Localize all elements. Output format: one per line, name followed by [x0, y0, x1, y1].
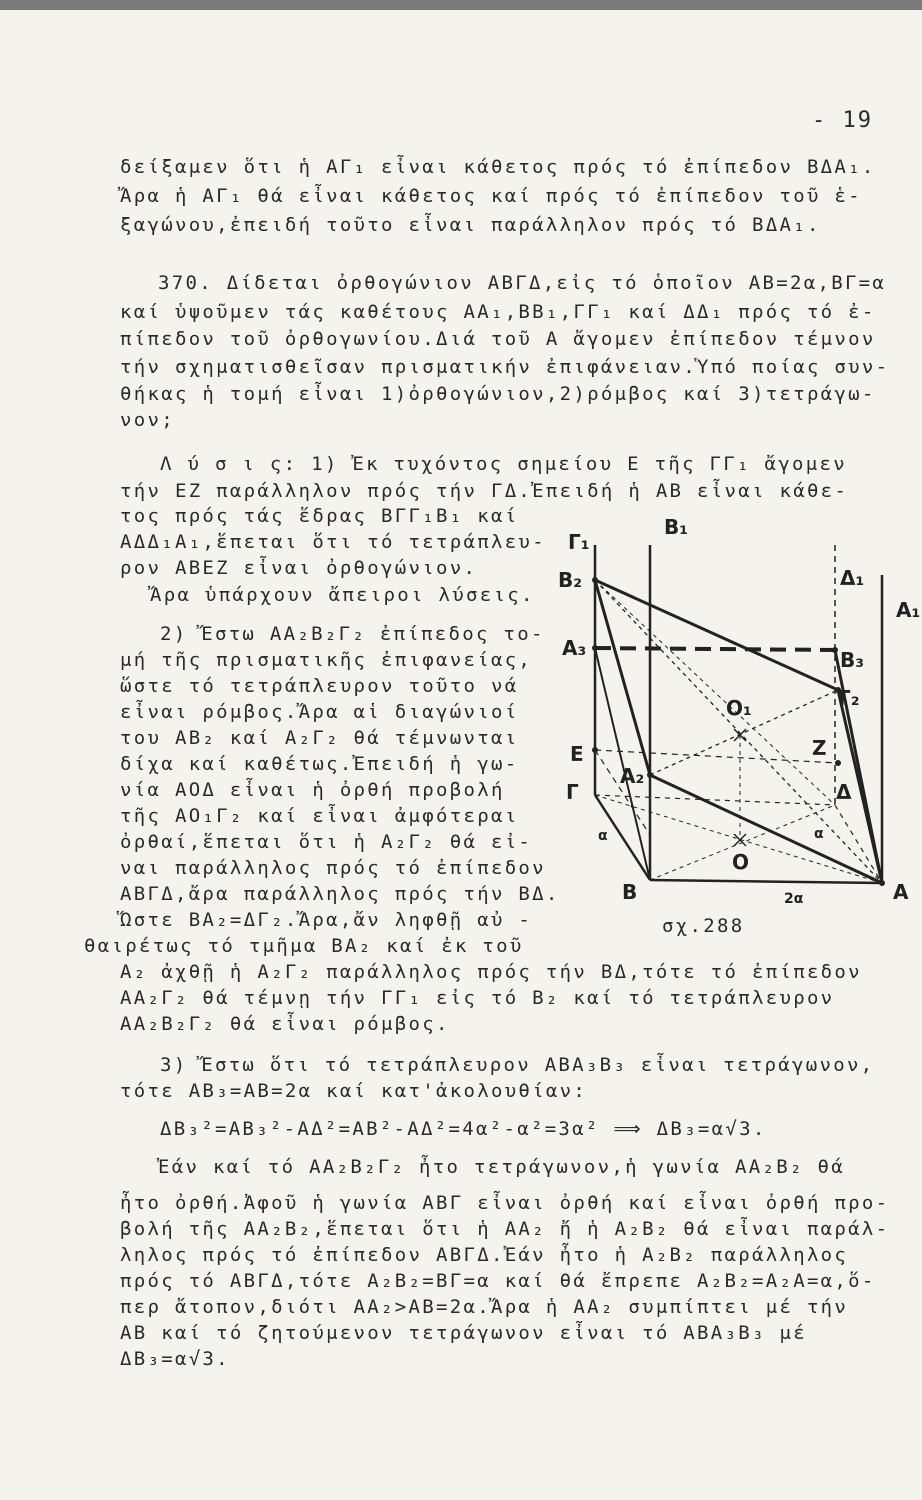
- label-alpha-left: α: [598, 828, 608, 844]
- text-line: ΑΒ καί τό ζητούμενον τετράγωνον εἶναι τό ΑΒΑ₃Β₃ μέ: [120, 1322, 807, 1344]
- point-a2: [647, 772, 653, 778]
- text-line: ρον ΑΒΕΖ εἶναι ὀρθογώνιον.: [120, 557, 478, 579]
- page-number: - 19: [812, 108, 873, 133]
- text-line: πίπεδον τοῦ ὀρθογωνίου.Διά τοῦ Α ἄγομεν ἐπίπεδον τέμνον: [120, 328, 876, 350]
- text-line: τήν ΕΖ παράλληλον πρός τήν ΓΔ.Ἐπειδή ἡ ΑΒ εἶναι κάθε-: [120, 480, 849, 502]
- edge-a3-b3: [595, 648, 835, 650]
- text-line: τότε ΑΒ₃=ΑΒ=2α καί κατ'ἀκολουθίαν:: [120, 1080, 588, 1102]
- text-line: 3) Ἔστω ὅτι τό τετράπλευρον ΑΒΑ₃Β₃ εἶναι τετράγωνον,: [160, 1054, 875, 1076]
- text-line: βολή τῆς ΑΑ₂Β₂,ἕπεται ὅτι ἡ ΑΑ₂ ἤ ἡ Α₂Β₂ θά εἶναι παράλ-: [120, 1218, 890, 1240]
- label-alpha-right: α: [814, 826, 824, 842]
- text-line: ΔΒ₃=α√3.: [120, 1348, 230, 1370]
- label-a3: Α₃: [562, 636, 587, 660]
- text-line: ΑΑ₂Γ₂ θά τέμνῃ τήν ΓΓ₁ εἰς τό Β₂ καί τό τετράπλευρον: [120, 987, 835, 1009]
- text-line: τήν σχηματισθεῖσαν πρισματικήν ἐπιφάνειαν.Ὑπό ποίας συν-: [120, 356, 890, 378]
- text-line: νία ΑΟΔ εἶναι ἡ ὀρθή προβολή: [120, 779, 505, 801]
- problem-370-heading: 370. Δίδεται ὀρθογώνιον ΑΒΓΔ,εἰς τό ὁποῖον ΑΒ=2α,ΒΓ=α: [158, 272, 887, 294]
- label-z: Ζ: [812, 736, 827, 760]
- label-a2: Α₂: [620, 764, 645, 788]
- text-line: ληλος πρός τό ἐπίπεδον ΑΒΓΔ.Ἐάν ἦτο ἡ Α₂Β₂ παράλληλος: [120, 1244, 849, 1266]
- text-line: ὀρθαί,ἕπεται ὅτι ἡ Α₂Γ₂ θά εἰ-: [120, 831, 533, 853]
- text-line: πρός τό ΑΒΓΔ,τότε Α₂Β₂=ΒΓ=α καί θά ἔπρεπε Α₂Β₂=Α₂Α=α,ὅ-: [120, 1270, 876, 1292]
- label-gamma: Γ: [566, 780, 579, 804]
- text-line: μή τῆς πρισματικῆς ἐπιφανείας,: [120, 649, 533, 671]
- text-line: ΑΔΔ₁Α₁,ἕπεται ὅτι τό τετράπλευ-: [120, 531, 546, 553]
- point-a: [879, 880, 885, 886]
- equation: ΔΒ₃²=ΑΒ₃²-ΑΔ²=ΑΒ²-ΑΔ²=4α²-α²=3α² ⟹ ΔΒ₃=α√3.: [160, 1118, 767, 1140]
- label-gamma2: Γ₂: [838, 686, 860, 710]
- label-b1: Β₁: [664, 515, 689, 539]
- text-line: ναι παράλληλος πρός τό ἐπίπεδον: [120, 857, 546, 879]
- point-e: [592, 747, 598, 753]
- text-line: ΑΒΓΔ,ἄρα παράλληλος πρός τήν ΒΔ.: [120, 883, 560, 905]
- text-line: θήκας ἡ τομή εἶναι 1)ὀρθογώνιον,2)ρόμβος καί 3)τετράγω-: [120, 383, 876, 405]
- edge-b2-gamma2: [595, 580, 838, 690]
- text-line: του ΑΒ₂ καί Α₂Γ₂ θά τέμνωνται: [120, 727, 519, 749]
- text-line: ὥστε τό τετράπλευρον τοῦτο νά: [120, 675, 519, 697]
- point-z: [835, 760, 841, 766]
- scan-top-border: [0, 0, 922, 10]
- label-o: Ο: [732, 850, 750, 874]
- text-line: ΑΑ₂Β₂Γ₂ θά εἶναι ρόμβος.: [120, 1013, 450, 1035]
- text-line: Ἐάν καί τό ΑΑ₂Β₂Γ₂ ἦτο τετράγωνον,ἡ γωνία ΑΑ₂Β₂ θά: [158, 1156, 845, 1178]
- text-line: εἶναι ρόμβος.Ἄρα αἱ διαγώνιοί: [120, 701, 519, 723]
- point-b3: [832, 647, 838, 653]
- label-b: Β: [622, 880, 638, 904]
- text-line: Ὥστε ΒΑ₂=ΔΓ₂.Ἄρα,ἄν ληφθῇ αὐ -: [120, 909, 533, 931]
- edge-b-a: [650, 880, 882, 883]
- edge-e-z: [595, 750, 838, 763]
- point-a3: [592, 645, 598, 651]
- edge-b3-a: [835, 650, 882, 883]
- label-o1: Ο₁: [726, 696, 752, 720]
- label-2alpha: 2α: [784, 891, 804, 907]
- label-delta1: Δ₁: [840, 566, 865, 590]
- text-line: δίχα καί καθέτως.Ἐπειδή ἡ γω-: [120, 753, 519, 775]
- text-line: ἦτο ὀρθή.Ἀφοῦ ἡ γωνία ΑΒΓ εἶναι ὀρθή καί εἶναι ὀρθή προ-: [120, 1192, 890, 1214]
- text-line: Ἄρα ἡ ΑΓ₁ θά εἶναι κάθετος καί πρός τό ἐπίπεδον τοῦ ἑ-: [120, 185, 862, 207]
- text-line: καί ὑψοῦμεν τάς καθέτους ΑΑ₁,ΒΒ₁,ΓΓ₁ καί ΔΔ₁ πρός τό ἐ-: [120, 301, 876, 323]
- text-line: θαιρέτως τό τμῆμα ΒΑ₂ καί ἐκ τοῦ: [84, 935, 524, 957]
- label-gamma1: Γ₁: [568, 530, 590, 554]
- text-line: τῆς ΑΟ₁Γ₂ καί εἶναι ἀμφότεραι: [120, 805, 519, 827]
- text-line: 2) Ἔστω ΑΑ₂Β₂Γ₂ ἐπίπεδος το-: [160, 623, 545, 645]
- text-line: τος πρός τάς ἕδρας ΒΓΓ₁Β₁ καί: [120, 505, 519, 527]
- point-b2: [592, 577, 598, 583]
- solution-heading: Λ ύ σ ι ς: 1) Ἐκ τυχόντος σημείου Ε τῆς ΓΓ₁ ἄγομεν: [160, 453, 847, 475]
- label-delta: Δ: [836, 780, 852, 804]
- text-line: νον;: [120, 409, 175, 431]
- label-a1: Α₁: [896, 598, 921, 622]
- text-line: ξαγώνου,ἐπειδή τοῦτο εἶναι παράλληλον πρός τό ΒΔΑ₁.: [120, 214, 821, 236]
- text-line: Ἄρα ὑπάρχουν ἄπειροι λύσεις.: [150, 584, 535, 606]
- label-b3: Β₃: [840, 648, 865, 672]
- figure-caption: σχ.288: [662, 915, 745, 937]
- text-line: δείξαμεν ὅτι ἡ ΑΓ₁ εἶναι κάθετος πρός τό ἐπίπεδον ΒΔΑ₁.: [120, 156, 876, 178]
- text-line: Α₂ ἀχθῇ ἡ Α₂Γ₂ παράλληλος πρός τήν ΒΔ,τότε τό ἐπίπεδον: [120, 961, 862, 983]
- label-a: Α: [893, 880, 909, 904]
- label-e: Ε: [570, 742, 584, 766]
- text-line: περ ἄτοπον,διότι ΑΑ₂>ΑΒ=2α.Ἄρα ἡ ΑΑ₂ συμπίπτει μέ τήν: [120, 1296, 849, 1318]
- label-b2: Β₂: [558, 568, 583, 592]
